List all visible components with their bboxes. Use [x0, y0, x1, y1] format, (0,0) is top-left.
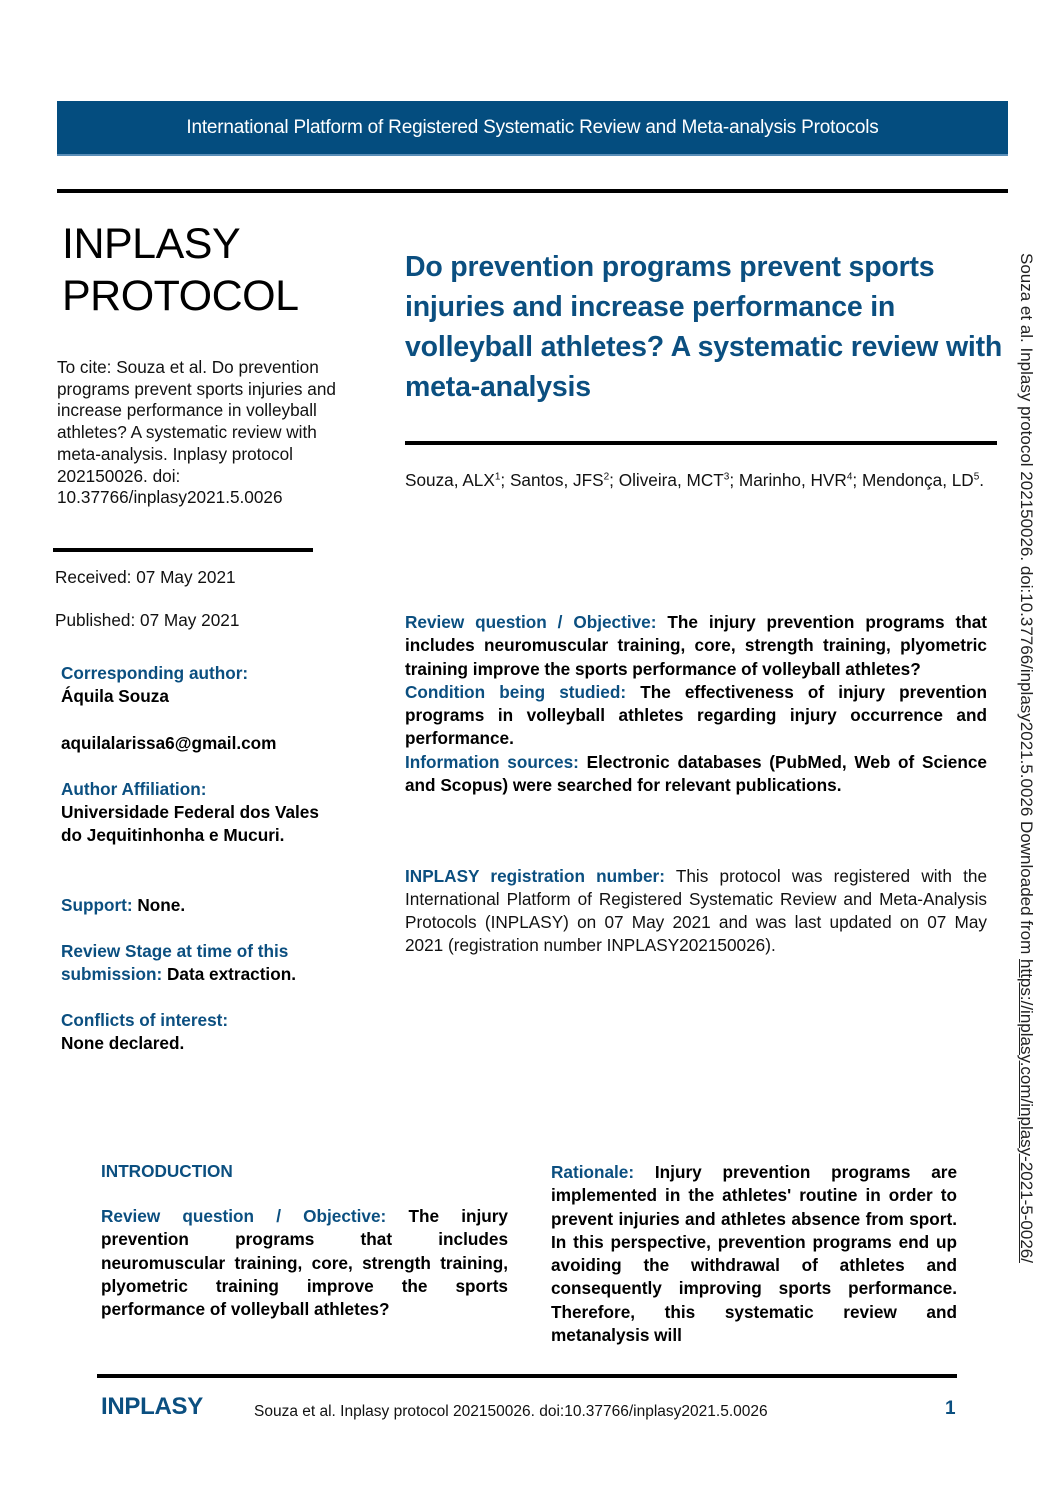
review-stage-label: Review Stage at time of this submission:: [61, 941, 289, 984]
support-label: Support:: [61, 895, 133, 915]
published-date: Published: 07 May 2021: [55, 610, 240, 630]
conflicts-value: None declared.: [61, 1033, 185, 1053]
side-note-text: Souza et al. Inplasy protocol 202150026. doi:10.37766/inplasy2021.5.0026 Downloaded from: [1017, 253, 1036, 960]
author: Oliveira, MCT$^3$;: [618, 469, 739, 490]
author-list: [405, 466, 987, 491]
conflicts-label: Conflicts of interest:: [61, 1010, 229, 1030]
affiliation-label: Author Affiliation:: [61, 779, 207, 799]
support-value: None.: [137, 895, 186, 915]
footer-citation: Souza et al. Inplasy protocol 202150026. doi:10.37766/inplasy2021.5.0026: [254, 1403, 768, 1420]
corresponding-author-label: Corresponding author:: [61, 663, 249, 683]
review-stage-value: Data extraction.: [167, 964, 296, 984]
corresponding-author-name: Áquila Souza: [61, 686, 169, 706]
registration-block: [405, 865, 987, 957]
protocol-heading: [62, 218, 299, 322]
protocol-heading-line1: INPLASY: [62, 220, 241, 268]
side-download-note: [1016, 253, 1036, 1373]
review-stage-section: [61, 940, 336, 986]
title-divider: [405, 441, 997, 445]
author: Mendonça, $LD^5$.: [861, 469, 985, 490]
received-date: Received: 07 May 2021: [55, 567, 236, 587]
introduction-heading: INTRODUCTION: [101, 1161, 233, 1181]
author-email[interactable]: aquilalarissa6@gmail.com: [61, 733, 277, 753]
affiliation-section: [61, 778, 351, 847]
footer-divider: [97, 1374, 957, 1378]
left-divider: [53, 548, 313, 552]
support-section: [61, 894, 351, 917]
author: Marinho, HVR$^4$;: [738, 469, 862, 490]
page-number: 1: [945, 1398, 956, 1419]
intro-review-question: Review question / Objective: The injury prevention programs that includes neuromuscular training, core, strength training, plyometric training improve the sports performance of volleyball athletes?: [101, 1206, 508, 1320]
platform-banner: [57, 101, 1008, 156]
registration-label: INPLASY registration number:: [405, 866, 665, 886]
banner-text: International Platform of Registered Systematic Review and Meta-analysis Protocols: [186, 116, 879, 138]
summary-information-sources: Information sources: Electronic databases (PubMed, Web of Science and Scopus) were searched for relevant publications.: [405, 751, 987, 796]
footer-brand: INPLASY: [101, 1393, 203, 1420]
author: Souza, ALX$^1$;: [405, 469, 510, 490]
author: Santos, JFS$^2$;: [509, 469, 619, 490]
paper-title: Do prevention programs prevent sports injuries and increase performance in volleyball athletes? A systematic review with meta-analysis: [405, 251, 1003, 403]
registration-text: This protocol was registered with the International Platform of Registered Systematic Review and Meta-Analysis Protocols (INPLASY) on 07 May 2021 and was last updated on 07 May 2021 (registration number INPLASY202150026).: [405, 866, 988, 955]
affiliation-value: Universidade Federal dos Vales do Jequitinhonha e Mucuri.: [61, 802, 319, 845]
citation-text: To cite: Souza et al. Do prevention programs prevent sports injuries and increase performance in volleyball athletes? A systematic review with meta-analysis. Inplasy protocol 202150026. doi: 10.37766/inplasy2021.5.0026: [57, 357, 336, 508]
intro-rationale: Rationale: Injury prevention programs are implemented in the athletes' routine in order to prevent injuries and athletes absence from sport. In this perspective, prevention programs end up avoiding the withdrawal of athletes and consequently improving sports performance. Therefore, this systematic review and metanalysis will: [551, 1162, 957, 1346]
summary-condition: Condition being studied: The effectiveness of injury prevention programs in volleyball athletes regarding injury occurrence and performance.: [405, 681, 988, 749]
summary-block: [405, 611, 987, 797]
download-link[interactable]: https://inplasy.com/inplasy-2021-5-0026/: [1017, 959, 1036, 1263]
summary-review-question: Review question / Objective: The injury prevention programs that includes neuromuscular training, core, strength training, plyometric training improve the sports performance of volleyball athletes?: [405, 612, 988, 679]
top-divider: [57, 189, 1008, 193]
protocol-heading-line2: PROTOCOL: [62, 272, 299, 320]
corresponding-author-section: [61, 662, 351, 708]
conflicts-section: [61, 1009, 351, 1055]
